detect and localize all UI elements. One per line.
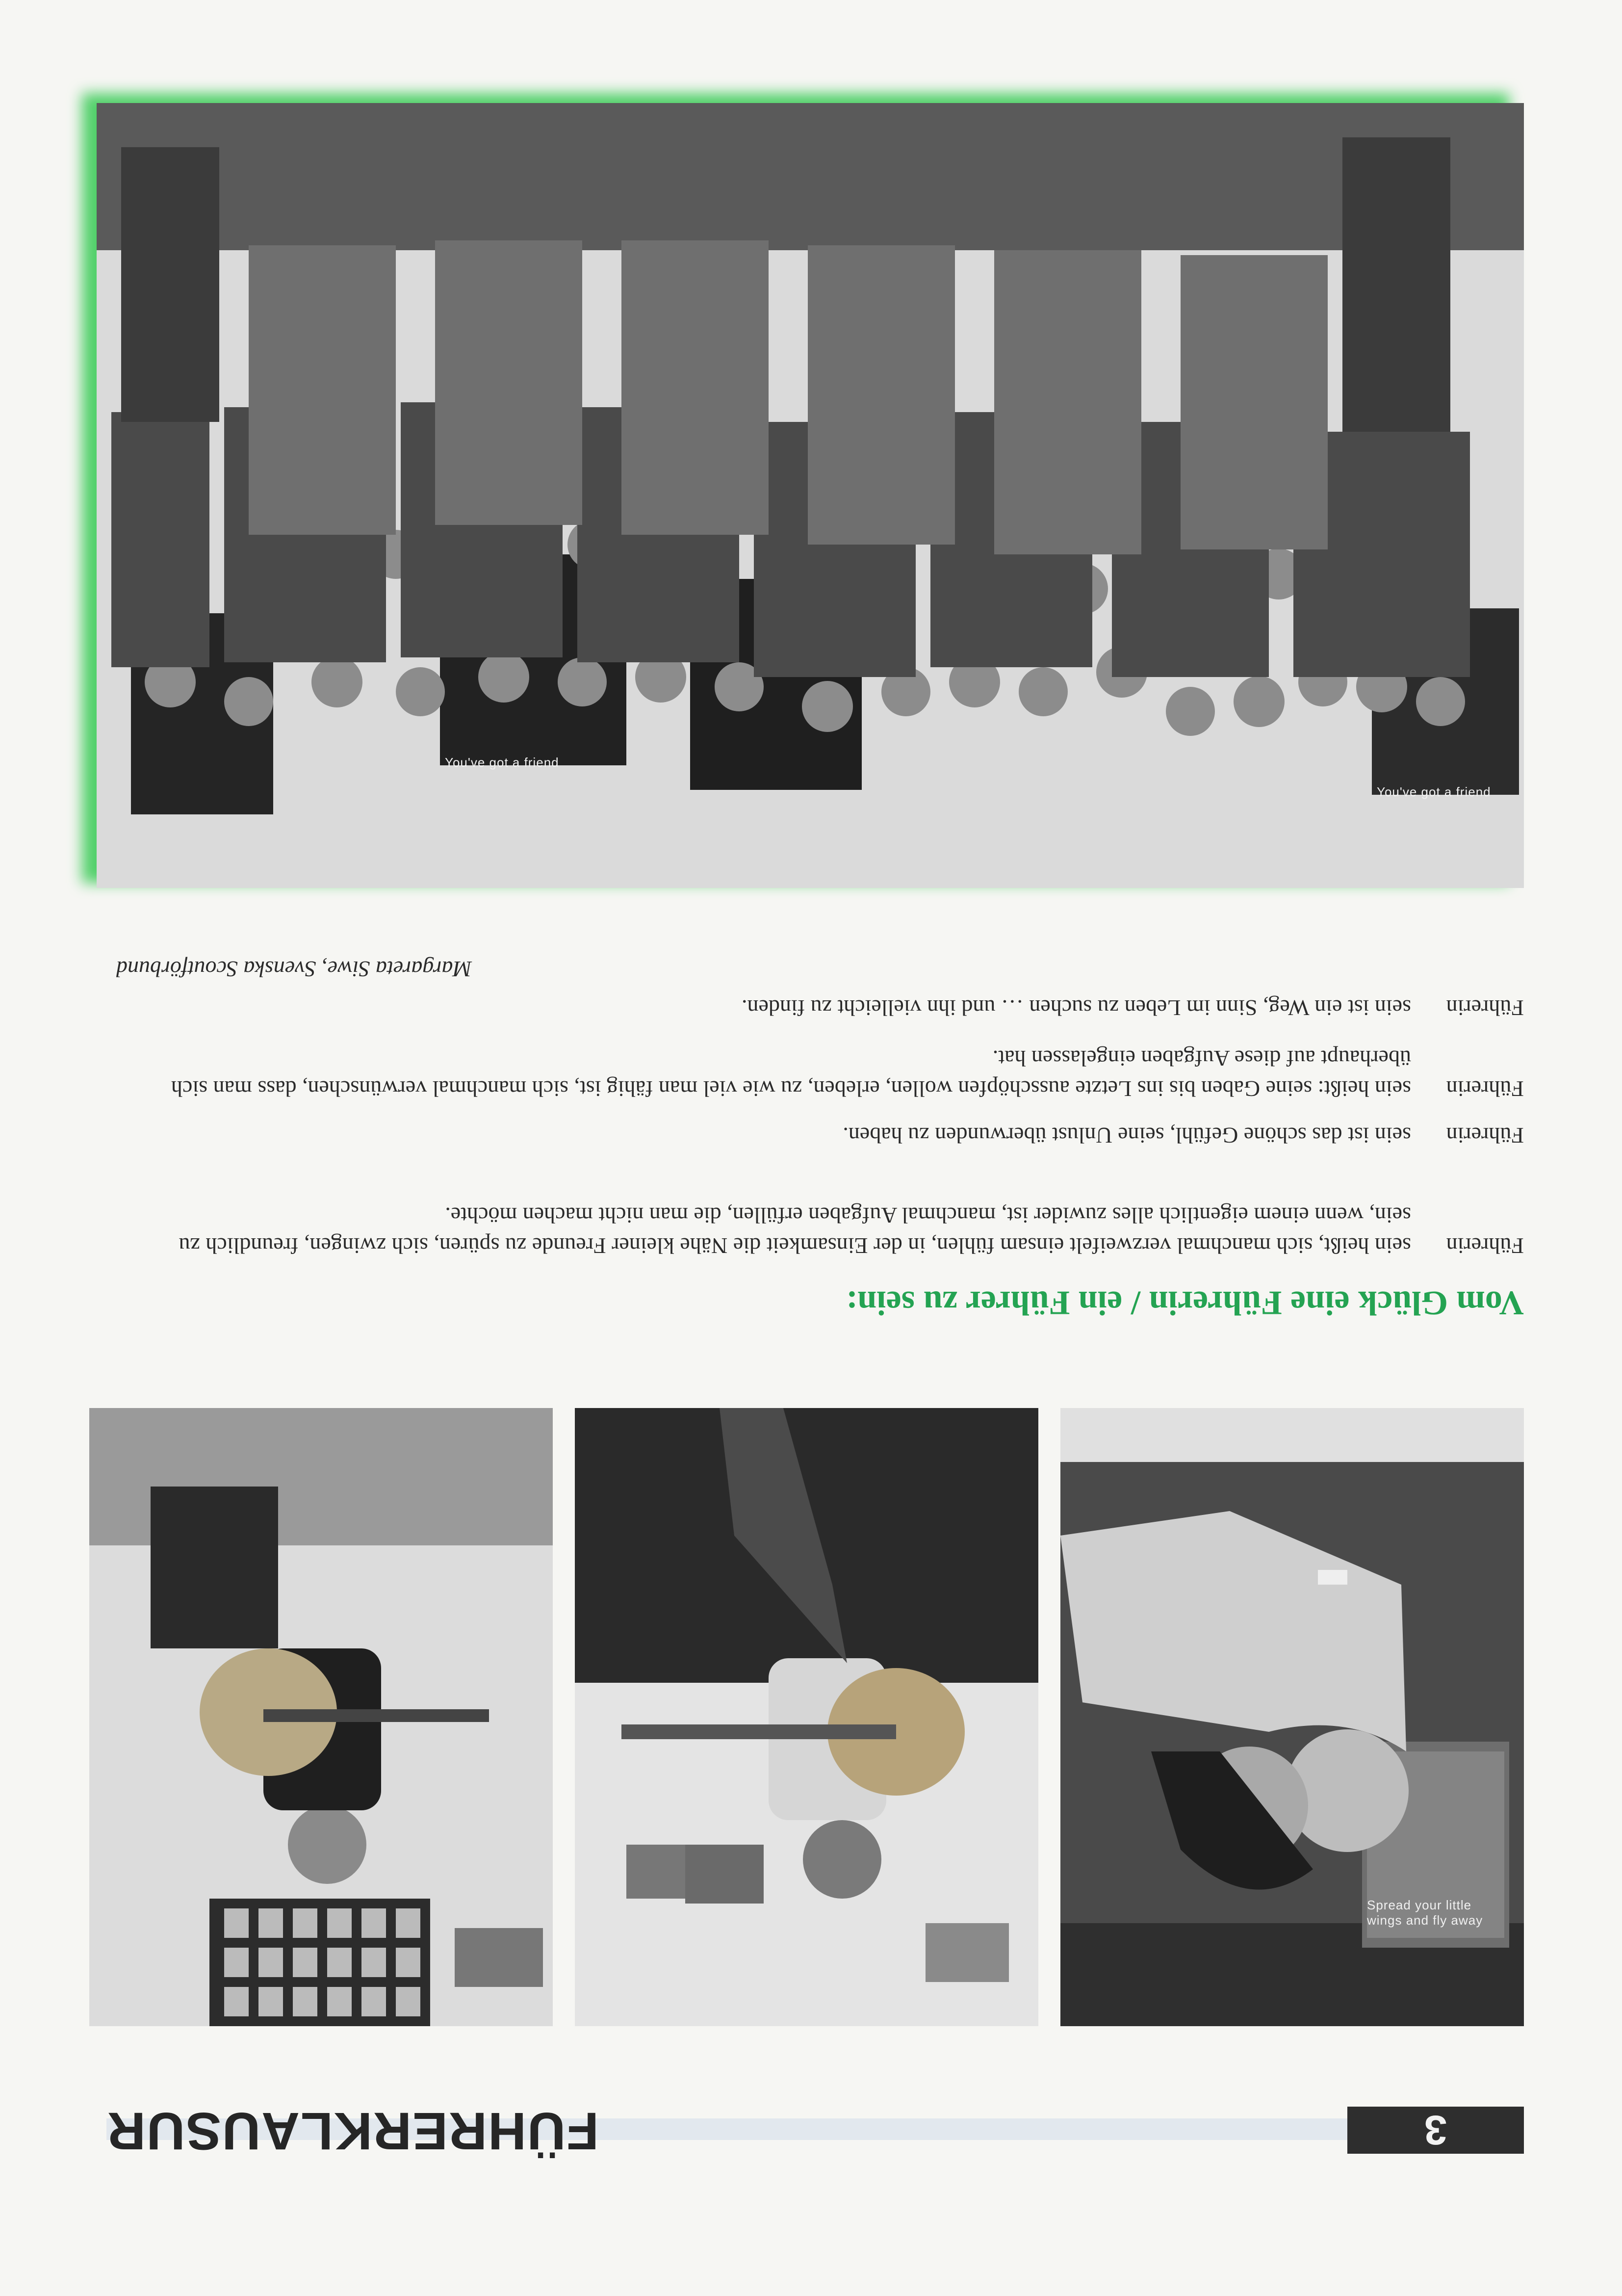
photo-guitarist-1 (575, 1408, 1038, 2026)
photo-two-girls-image (1060, 1408, 1524, 2026)
paragraph-text: sein ist ein Weg, Sinn im Leben zu suchen … und ihn vielleicht zu finden. (742, 995, 1411, 1020)
photo-group-image (97, 103, 1524, 888)
photo-guitarist-2 (89, 1408, 553, 2026)
paragraph-term: Führerin (1446, 995, 1524, 1020)
article-heading: Vom Glück eine Führerin / ein Führer zu sein: (846, 1284, 1524, 1322)
paragraph-term: Führerin (1446, 1076, 1524, 1101)
poster-caption: Spread your little wings and fly away (1367, 1898, 1483, 1928)
page-number: 3 (1424, 2107, 1447, 2153)
paragraph-text: sein ist das schöne Gefühl, seine Unlust überwunden zu haben. (843, 1123, 1411, 1148)
page-number-box (1347, 2107, 1524, 2154)
paragraph-term: Führerin (1446, 1233, 1524, 1258)
paragraph-text: sein heißt: seine Gaben bis ins Letzte ausschöpfen wollen, erleben, zu wie viel man fähig ist, sich manchmal verwünschen, dass man sich überhaupt auf diese Aufgaben eingelassen hat. (171, 1046, 1411, 1101)
paragraph-term: Führerin (1446, 1123, 1524, 1148)
photo-two-girls (1060, 1408, 1524, 2026)
section-title: FÜHRERKLAUSUR (106, 2102, 599, 2161)
paragraph-text: sein heißt, sich manchmal verzweifelt einsam fühlen, in der Einsamkeit die Nähe kleiner Freunde zu spüren, sich zwingen, freundlich zu sein, wenn einem eigentlich alles zuwider ist, manchmal Aufgaben erfüllen, die man nicht machen möchte. (179, 1203, 1411, 1258)
photo-guitarist-1-image (575, 1408, 1038, 2026)
paragraph-4 (102, 989, 1524, 1023)
paragraph-1 (102, 1163, 1524, 1261)
paragraph-2 (102, 1116, 1524, 1150)
author-credit: Margareta Siwe, Svenska Scoutförbund (116, 957, 472, 982)
group-poster-caption-right: You've got a friend (445, 755, 559, 770)
group-poster-caption-left: You've got a friend (1377, 784, 1491, 799)
paragraph-3 (102, 1035, 1524, 1104)
photo-group (97, 103, 1524, 888)
photo-guitarist-2-image (89, 1408, 553, 2026)
